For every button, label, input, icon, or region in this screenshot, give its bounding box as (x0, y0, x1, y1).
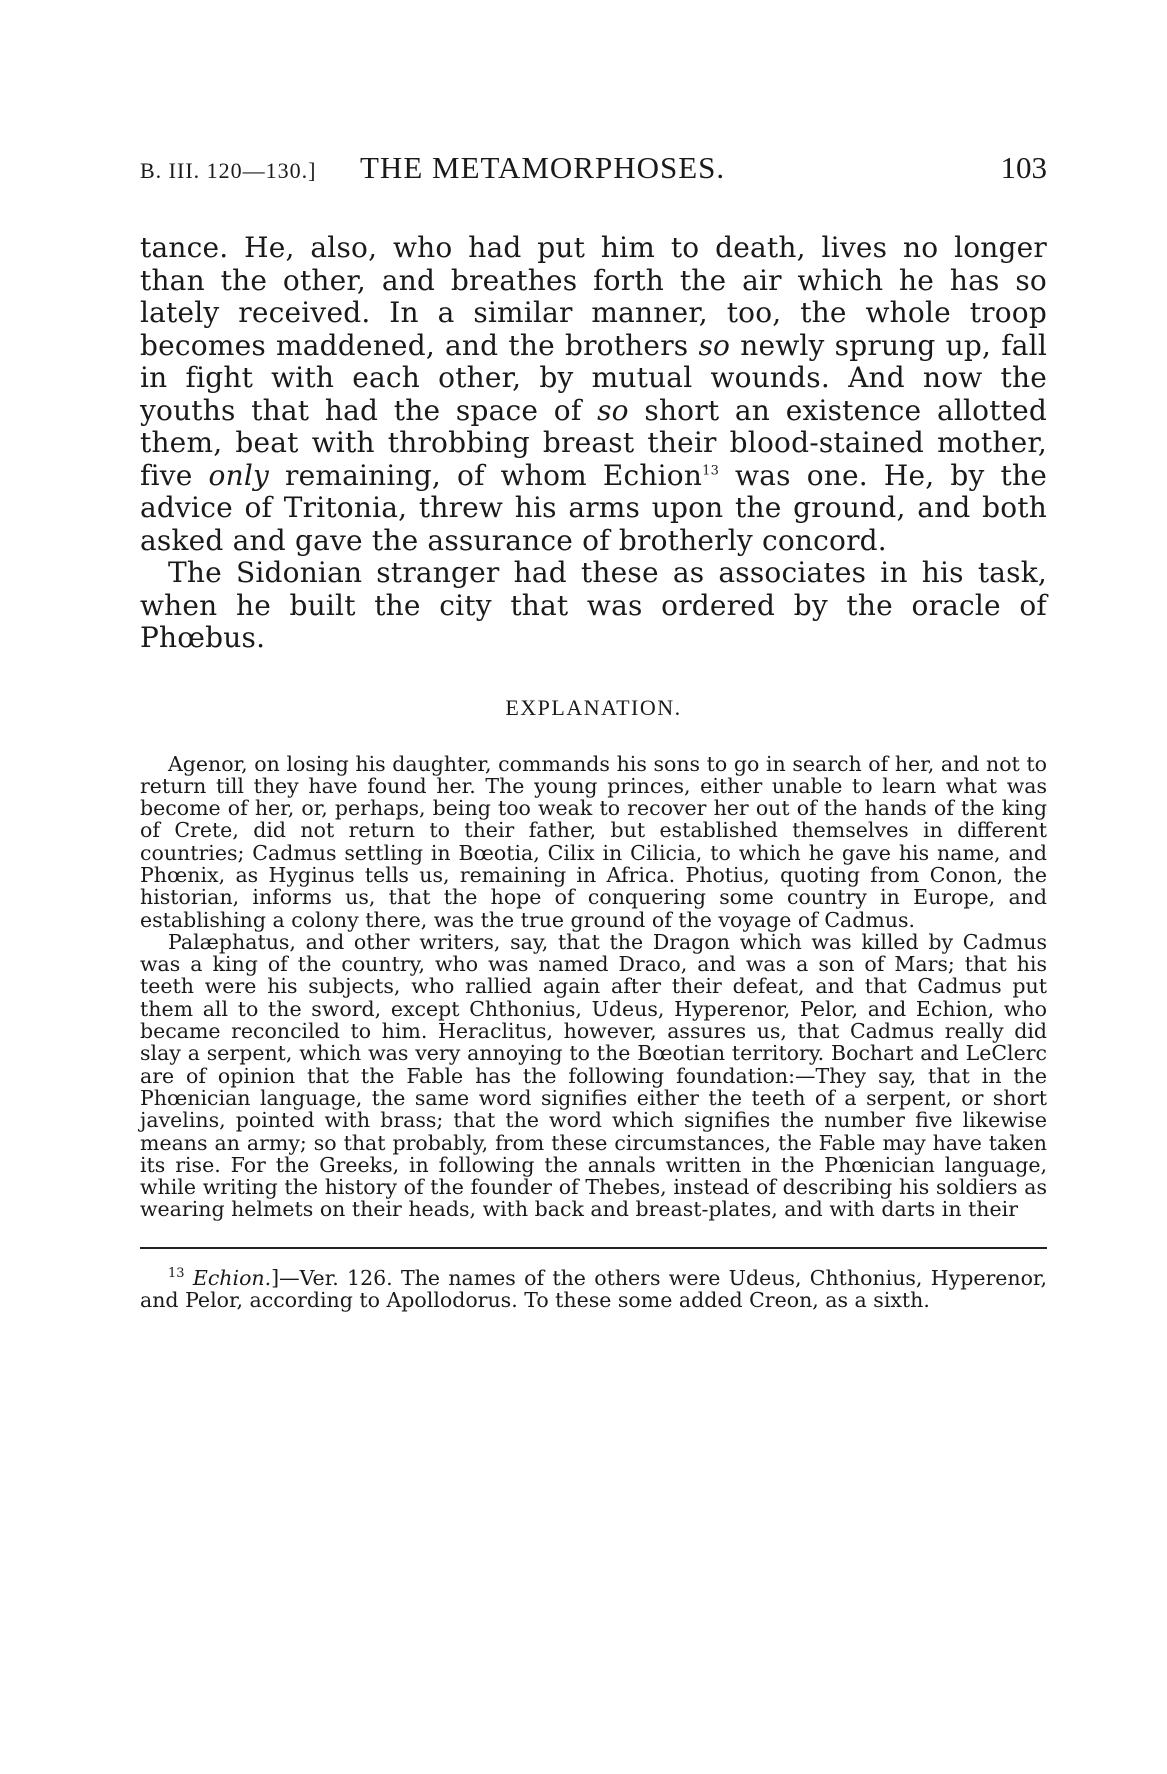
footnote-divider (140, 1247, 1047, 1249)
footnote-marker: 13 (168, 1265, 185, 1281)
footnote-reference: 13 (702, 463, 720, 479)
explanation-heading: EXPLANATION. (505, 694, 682, 720)
main-text-segment: tance. He, also, who had put him to death, lives no longer than the other, and breathes forth the air which he has so lately received. In a similar manner, too, the whole troop becomes maddened, and the brothers (140, 231, 1047, 362)
running-title: THE METAMORPHOSES. (360, 150, 726, 185)
explanation-paragraph-1: Agenor, on losing his daughter, commands his sons to go in search of her, and not to return till they have found her. The young princes, either unable to learn what was become of her, or, perhaps, being too weak to recover her out of the hands of the king of Crete, did not return to their father, but established themselves in different countries; Cadmus settling in Bœotia, Cilix in Cilicia, to which he gave his name, and Phœnix, as Hyginus tells us, remaining in Africa. Photius, quoting from Conon, the historian, informs us, that the hope of conquering some country in Europe, and establishing a colony there, was the true ground of the voyage of Cadmus. (140, 751, 1047, 932)
explanation-text (140, 753, 1047, 1221)
main-paragraph-1 (140, 232, 1047, 557)
footnote-term: Echion. (192, 1265, 272, 1290)
italic-word: only (208, 458, 269, 492)
footnote-text: ]—Ver. 126. The names of the others were Udeus, Chthonius, Hyperenor, and Pelor, according to Apollodorus. To these some added Creon, as a sixth. (140, 1265, 1047, 1313)
explanation-paragraph-2: Palæphatus, and other writers, say, that the Dragon which was killed by Cadmus was a king of the country, who was named Draco, and was a son of Mars; that his teeth were his subjects, who rallied again after their defeat, and that Cadmus put them all to the sword, except Chthonius, Udeus, Hyperenor, Pelor, and Echion, who became reconciled to him. Heraclitus, however, assures us, that Cadmus really did slay a serpent, which was very annoying to the Bœotian territory. Bochart and LeClerc are of opinion that the Fable has the following foundation:—They say, that in the Phœnician language, the same word signifies either the teeth of a serpent, or short javelins, pointed with brass; that the word which signifies the number five likewise means an army; so that probably, from these circumstances, the Fable may have taken its rise. For the Greeks, in following the annals written in the Phœnician language, while writing the history of the founder of Thebes, instead of describing his soldiers as wearing helmets on their heads, with back and breast-plates, and with darts in their (140, 929, 1047, 1222)
book-page (140, 150, 1047, 1312)
italic-word: so (597, 393, 629, 427)
main-text (140, 232, 1047, 655)
main-text-segment: remaining, of whom Echion (269, 458, 703, 492)
page-number: 103 (1000, 150, 1047, 185)
book-line-reference: B. III. 120—130.] (140, 158, 317, 183)
main-text-segment: was one. He, by the advice of Tritonia, threw his arms upon the ground, and both asked and gave the assurance of brotherly concord. (140, 458, 1047, 557)
main-paragraph-2: The Sidonian stranger had these as associates in his task, when he built the city that was ordered by the oracle of Phœbus. (140, 556, 1047, 654)
footnote-13 (140, 1267, 1047, 1312)
italic-word: so (698, 328, 731, 362)
footnote (140, 1267, 1047, 1312)
main-text-segment: newly sprung up, fall in fight with each other, by mutual wounds. And now the youths that had the space of (140, 328, 1047, 427)
running-head (140, 150, 1047, 186)
main-text-segment: short an existence allotted them, beat with throbbing breast their blood-stained mother, five (140, 393, 1048, 492)
